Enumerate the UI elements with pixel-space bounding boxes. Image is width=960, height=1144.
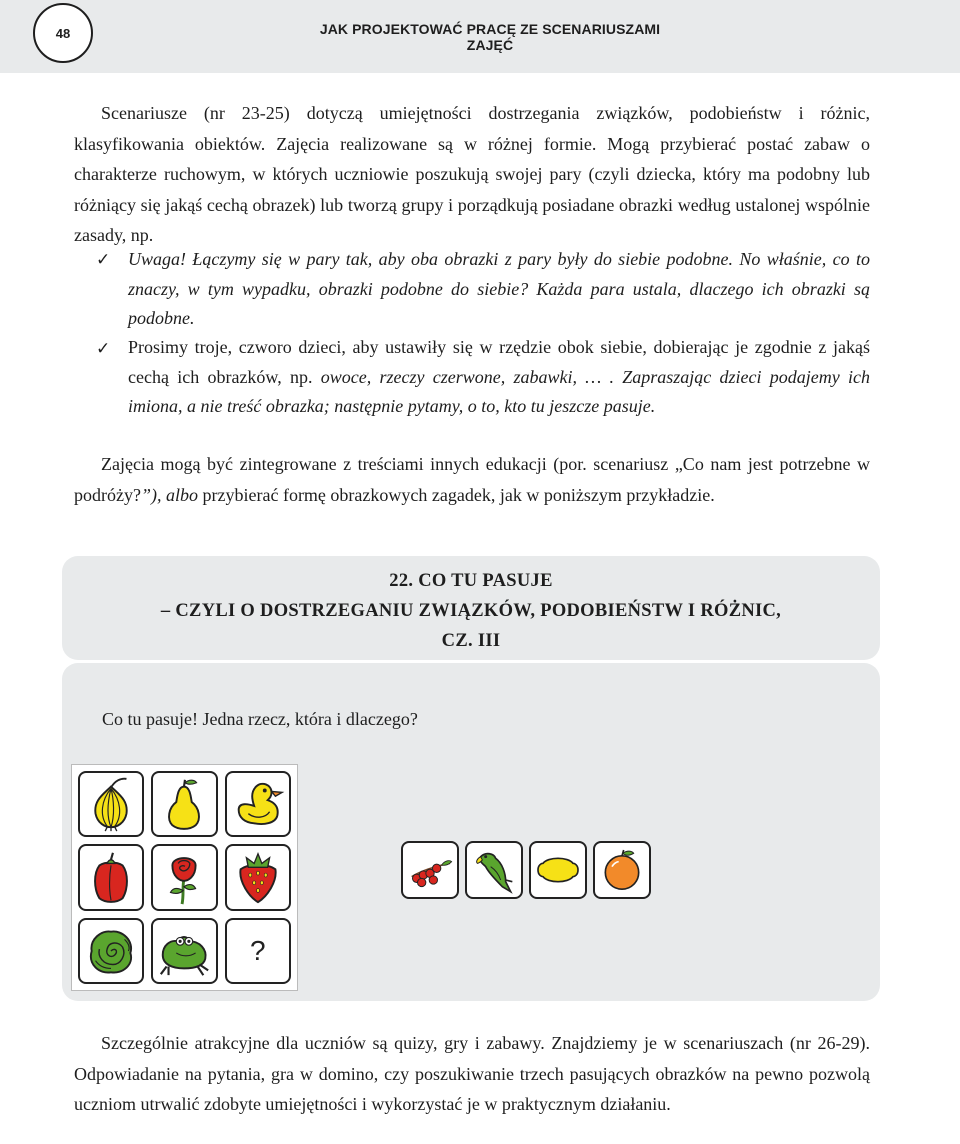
integration-italic: ”), albo: [140, 484, 198, 505]
pear-icon: [155, 775, 213, 833]
option-berries[interactable]: [401, 841, 459, 899]
option-parrot[interactable]: [465, 841, 523, 899]
option-lemon[interactable]: [529, 841, 587, 899]
grid-cell-rose: [151, 844, 217, 910]
intro-paragraph: Scenariusze (nr 23-25) dotyczą umiejętności dostrzegania związków, podobieństw i różnic, klasyfikowania obiektów. Zajęcia realizowane są w różnej formie. Mogą przybierać postać zabaw o charakterze ruchowym, w których uczniowie poszukują swojej pary (czyli dziecka, który ma podobny lub różniący się jakąś cechą obrazek) lub tworzą grupy i porządkują posiadane obrazki według ustalonej wspólnie zasady, np.: [74, 103, 870, 245]
strawberry-icon: [229, 848, 287, 906]
grid-cell-onion: [78, 771, 144, 837]
check-item-2: [128, 333, 870, 422]
scenario-title-line-2: – CZYLI O DOSTRZEGANIU ZWIĄZKÓW, PODOBIEŃSTW I RÓŻNIC,: [160, 601, 782, 621]
grid-cell-pear: [151, 771, 217, 837]
rose-icon: [155, 848, 213, 906]
lettuce-icon: [82, 922, 140, 980]
integration-text-end: przybierać formę obrazkowych zagadek, jak w poniższym przykładzie.: [198, 484, 715, 505]
grid-cell-frog: [151, 918, 217, 984]
lemon-icon: [533, 845, 583, 895]
onion-icon: [82, 775, 140, 833]
scenario-title: [62, 566, 880, 656]
scenario-title-line-1: 22. CO TU PASUJE: [389, 571, 553, 591]
grid-cell-lettuce: [78, 918, 144, 984]
duck-icon: [229, 775, 287, 833]
check-item-2-examples: owoce, rzeczy czerwone, zabawki, … . Zapraszając dzieci podajemy ich imiona, a nie treść obrazka; następnie pytamy, o to, kto tu jeszcze pasuje.: [128, 366, 870, 416]
check-item-2-intro: Prosimy troje, czworo dzieci, aby ustawiły się w rzędzie obok siebie, dobierając je zgodnie z jakąś cechą ich obrazków, np.: [128, 337, 870, 387]
grid-cell-strawberry: [225, 844, 291, 910]
question-mark: ?: [250, 934, 266, 966]
puzzle-question: Co tu pasuje! Jedna rzecz, która i dlaczego?: [102, 709, 418, 729]
check-item-1: Uwaga! Łączymy się w pary tak, aby oba obrazki z pary były do siebie podobne. No właśnie, co to znaczy, w tym wypadku, obrazki podobne do siebie? Każda para ustala, dlaczego ich obrazki są podobne.: [128, 249, 870, 328]
berries-icon: [405, 845, 455, 895]
option-orange[interactable]: [593, 841, 651, 899]
grid-cell-question: [225, 918, 291, 984]
integration-paragraph: [74, 449, 870, 510]
closing-paragraph: Szczególnie atrakcyjne dla uczniów są quizy, gry i zabawy. Znajdziemy je w scenariuszach (nr 26-29). Odpowiadanie na pytania, gra w domino, czy poszukiwanie trzech pasujących obrazków na pewno pozwolą uczniom utrwalić zdobyte umiejętności i wykorzystać je w praktycznym działaniu.: [74, 1033, 870, 1114]
frog-icon: [155, 922, 213, 980]
scenario-title-line-3: CZ. III: [441, 631, 501, 651]
pepper-icon: [82, 848, 140, 906]
checkmark-icon: ✓: [96, 339, 111, 359]
page-number-text: 48: [55, 25, 71, 41]
scenario-title-box: [62, 556, 880, 660]
page-number: [33, 3, 93, 63]
checkmark-icon: ✓: [96, 250, 111, 270]
page-header: [0, 0, 960, 73]
parrot-icon: [469, 845, 519, 895]
answer-options: [401, 841, 651, 899]
grid-cell-pepper: [78, 844, 144, 910]
orange-icon: [597, 845, 647, 895]
running-header-title: JAK PROJEKTOWAĆ PRACĘ ZE SCENARIUSZAMI ZAJĘĆ: [319, 21, 661, 53]
grid-cell-duck: [225, 771, 291, 837]
picture-grid: [71, 764, 298, 991]
integration-text: Zajęcia mogą być zintegrowane z treściami innych edukacji (por. scenariusz „Co nam jest potrzebne w podróży?: [74, 454, 870, 505]
puzzle-panel: [62, 663, 880, 1001]
